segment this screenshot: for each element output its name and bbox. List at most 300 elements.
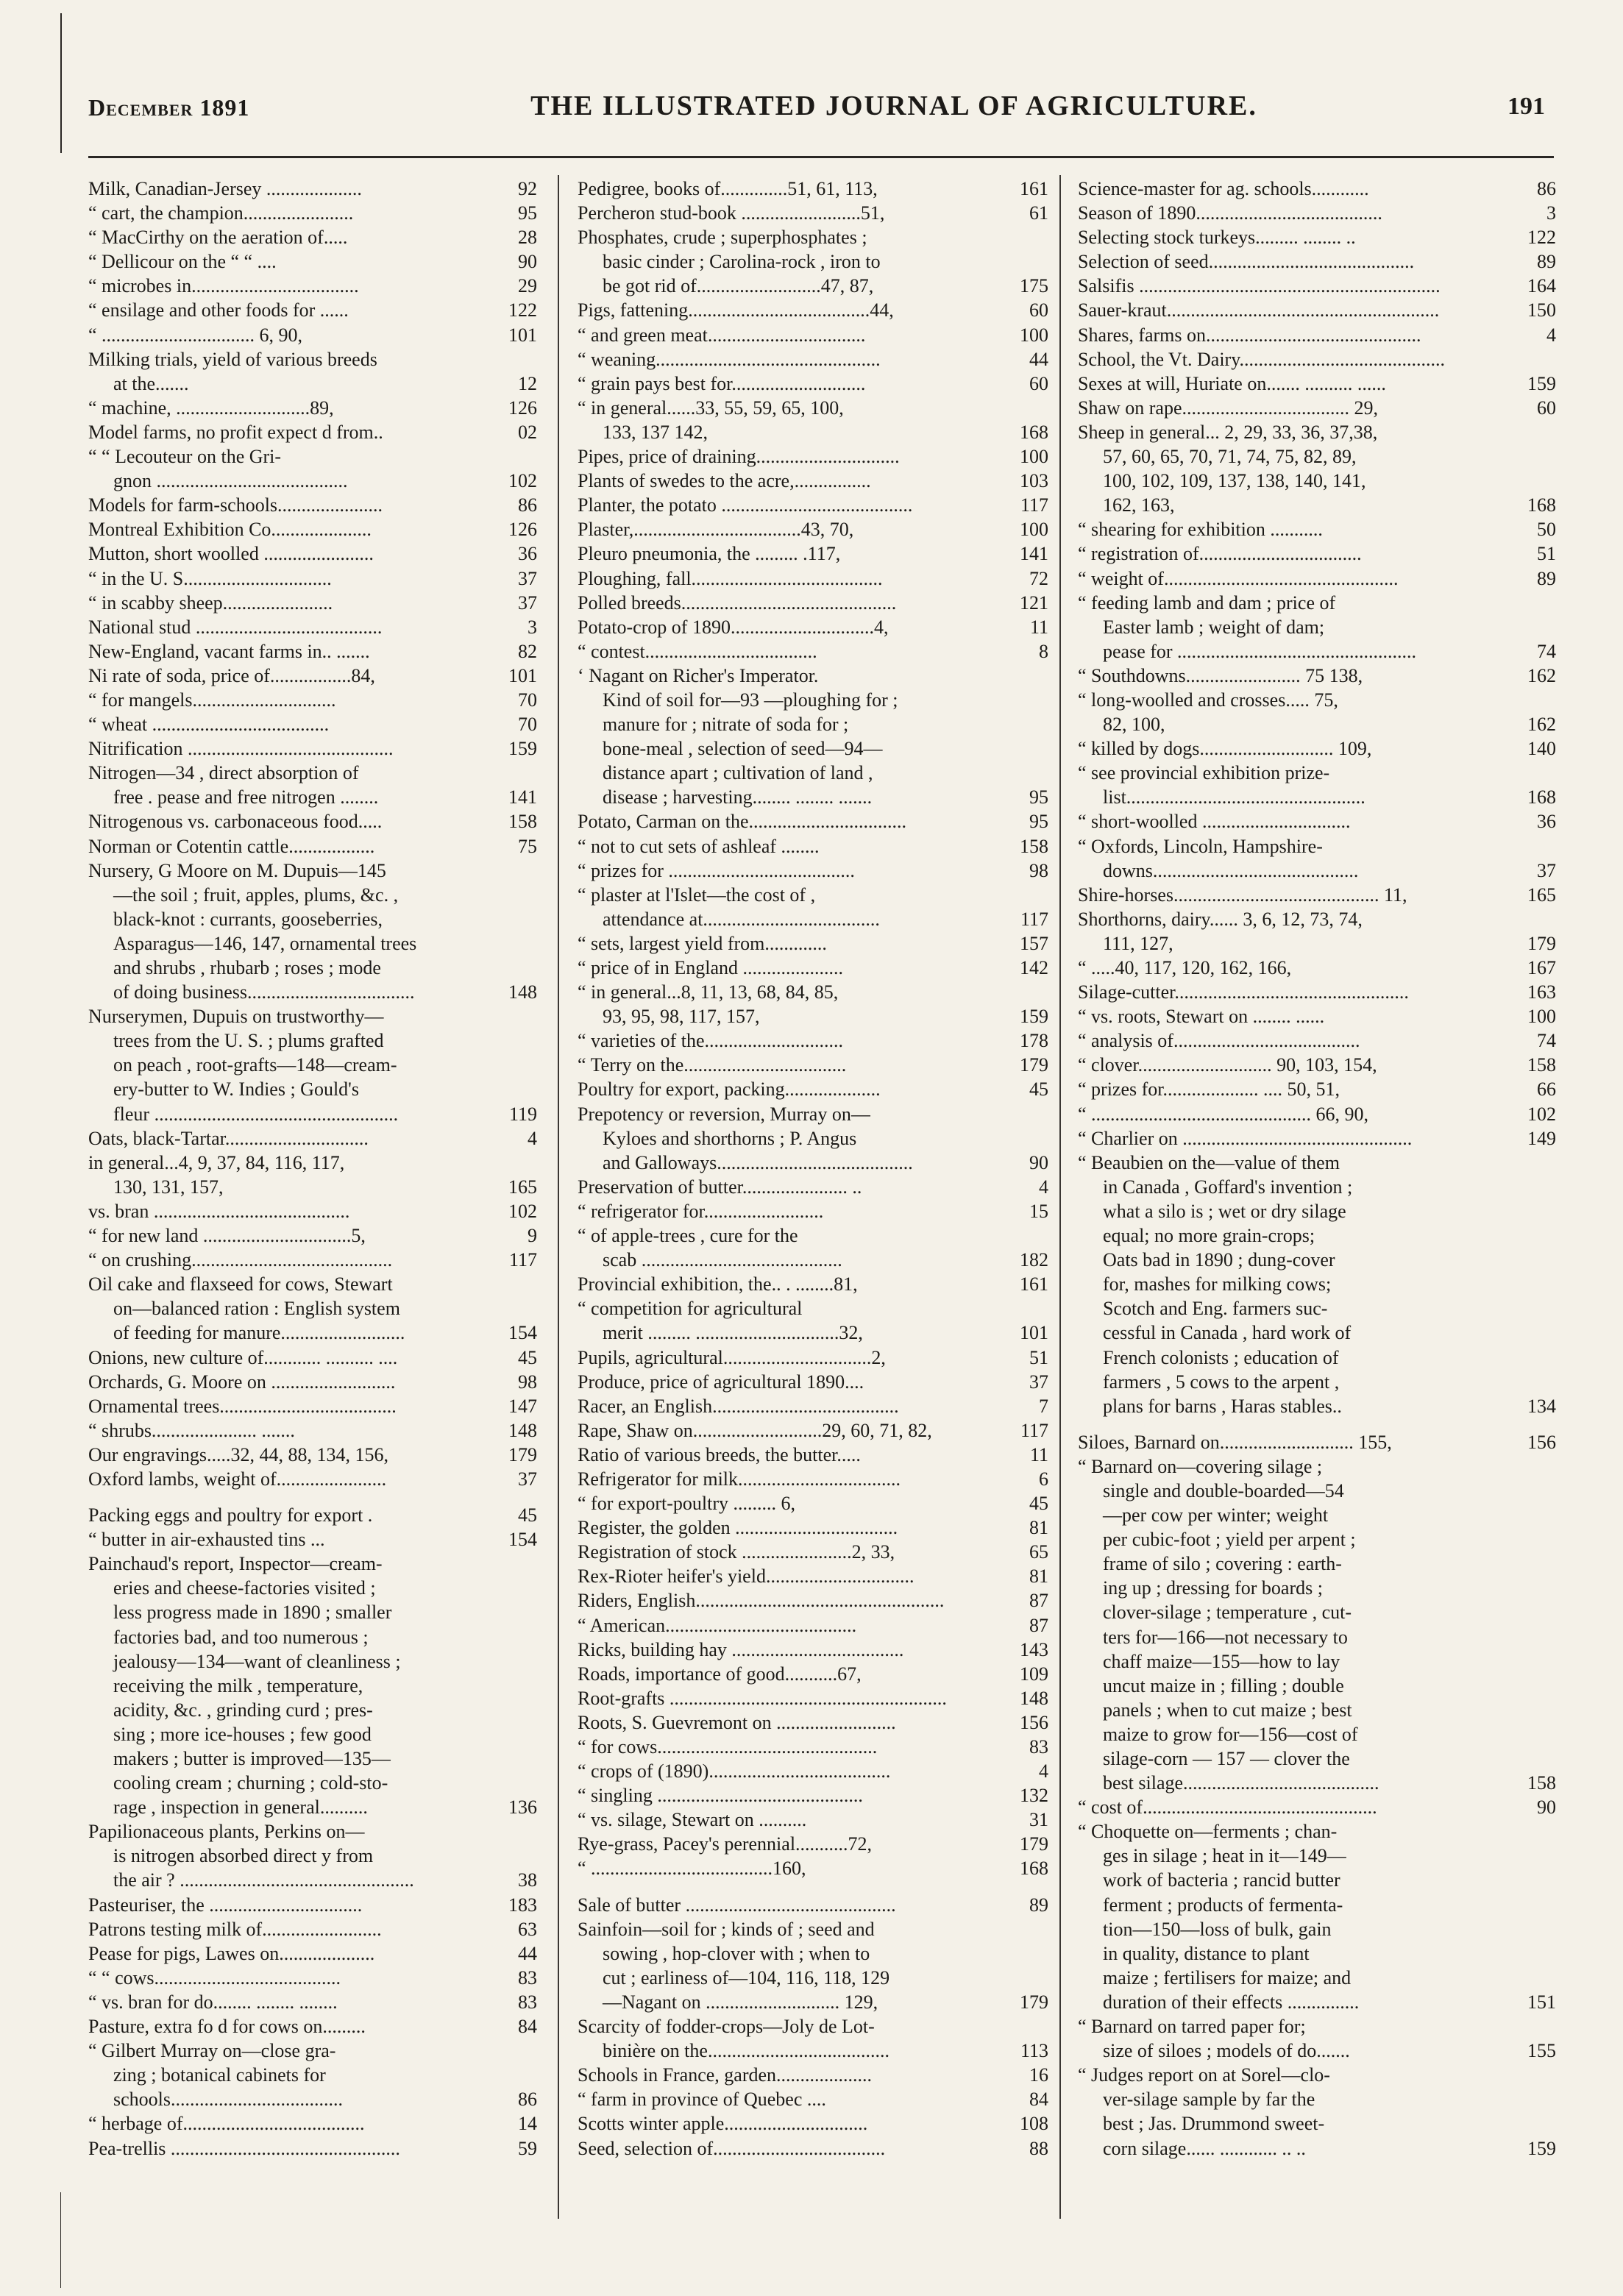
index-entry-text: “ Gilbert Murray on—close gra- — [88, 2040, 336, 2062]
index-entry — [1078, 980, 1556, 1004]
index-entry-text: ery-butter to W. Indies ; Gould's — [113, 1078, 359, 1101]
index-entry-text: on peach , root-grafts—148—cream- — [113, 1054, 397, 1076]
index-entry — [578, 1783, 1048, 1808]
index-entry-text: farmers , 5 cows to the arpent , — [1103, 1371, 1340, 1393]
index-entry-text: Oats, black-Tartar.............................. — [88, 1127, 369, 1149]
index-entry-page: 37 — [518, 591, 537, 614]
index-entry-page: 162 — [1527, 664, 1556, 686]
index-entry-page: 90 — [1537, 1796, 1556, 1819]
index-entry-page: 98 — [518, 1371, 537, 1393]
index-entry — [88, 1527, 537, 1552]
index-entry-text: “ killed by dogs............................ 109, — [1078, 738, 1372, 760]
index-entry-text: Racer, an English....................................... — [578, 1395, 899, 1417]
index-entry-page: 86 — [518, 2089, 537, 2111]
index-entry-page: 44 — [1029, 348, 1048, 370]
index-entry — [578, 1077, 1048, 1101]
index-entry-page: 175 — [1020, 275, 1048, 297]
index-entry-text: ing up ; dressing for boards ; — [1103, 1577, 1323, 1599]
index-entry-text: Produce, price of agricultural 1890.... — [578, 1371, 864, 1393]
index-entry-text: factories bad, and too numerous ; — [113, 1626, 369, 1648]
index-entry-text: “ microbes in................................... — [88, 275, 359, 297]
index-entry-text: Register, the golden .................................. — [578, 1517, 898, 1539]
index-entry — [578, 1443, 1048, 1467]
index-entry-text: “ prizes for ....................................... — [578, 859, 855, 881]
index-entry-text: chaff maize—155—how to lay — [1103, 1650, 1340, 1672]
index-entry-text: is nitrogen absorbed direct y from — [113, 1845, 374, 1867]
column-divider-1 — [558, 175, 559, 2219]
index-entry — [88, 396, 537, 420]
index-entry — [1078, 883, 1556, 907]
index-entry-text: Roots, S. Guevremont on ......................... — [578, 1711, 896, 1733]
index-entry-text: “ crops of (1890)...................................... — [578, 1760, 891, 1783]
index-entry-text: “ contest.................................... — [578, 640, 817, 662]
index-entry-text: scab .......................................... — [603, 1249, 842, 1271]
index-entry-text: Planter, the potato ........................................ — [578, 494, 913, 516]
index-entry — [88, 1004, 537, 1126]
index-entry — [578, 1735, 1048, 1759]
index-entry-page: 8 — [1039, 640, 1048, 662]
index-entry-text: Milking trials, yield of various breeds — [88, 348, 377, 370]
index-entry — [1078, 1151, 1556, 1418]
index-entry — [578, 1759, 1048, 1783]
index-entry — [88, 1248, 537, 1272]
index-entry — [578, 1808, 1048, 1832]
index-entry-text: disease ; harvesting........ ........ ....... — [603, 786, 873, 808]
index-entry — [578, 1515, 1048, 1540]
index-entry-page: 102 — [508, 470, 537, 492]
index-entry-text: Models for farm-schools...................... — [88, 494, 383, 516]
index-entry-text: Oil cake and flaxseed for cows, Stewart — [88, 1273, 393, 1296]
index-entry-page: 60 — [1029, 299, 1048, 321]
index-entry-text: “ weaning............................................... — [578, 348, 881, 370]
index-entry-text: “ shrubs...................... ....... — [88, 1419, 295, 1441]
index-entry — [578, 1856, 1048, 1880]
index-entry-text: 133, 137 142, — [603, 421, 708, 443]
index-entry-text: “ farm in province of Quebec .... — [578, 2089, 826, 2111]
index-entry-page: 164 — [1527, 275, 1556, 297]
index-entry-page: 101 — [1020, 1322, 1048, 1344]
index-entry-text: Pedigree, books of..............51, 61, 113, — [578, 178, 878, 199]
column-divider-2 — [1059, 175, 1061, 2219]
index-column-2 — [578, 177, 1048, 2161]
index-entry — [578, 591, 1048, 615]
index-entry — [1078, 201, 1556, 225]
index-entry-page: 141 — [1020, 543, 1048, 565]
index-entry — [88, 1443, 537, 1467]
index-entry-page: 3 — [1546, 202, 1556, 224]
index-entry-text: Provincial exhibition, the.. . ........81, — [578, 1273, 858, 1296]
index-entry-text: “ .............................................. 66, 90, — [1078, 1103, 1369, 1125]
index-entry — [578, 2014, 1048, 2063]
index-entry-text: “ weight of................................................. — [1078, 567, 1399, 589]
index-entry — [578, 177, 1048, 201]
index-entry-page: 121 — [1020, 591, 1048, 614]
index-entry-text: best silage......................................... — [1103, 1772, 1379, 1794]
index-entry-page: 11 — [1029, 616, 1048, 638]
index-entry-text: Kind of soil for—93 —ploughing for ; — [603, 689, 898, 711]
index-entry-text: Scotch and Eng. farmers suc- — [1103, 1298, 1328, 1320]
index-entry-page: 9 — [528, 1225, 537, 1247]
index-entry-text: single and double-boarded—54 — [1103, 1479, 1344, 1501]
index-entry-text: work of bacteria ; rancid butter — [1103, 1869, 1340, 1891]
index-entry — [1078, 1004, 1556, 1028]
index-entry-text: makers ; butter is improved—135— — [113, 1748, 391, 1769]
index-entry-text: “ .....40, 117, 120, 162, 166, — [1078, 957, 1292, 978]
index-entry-text: trees from the U. S. ; plums grafted — [113, 1030, 384, 1052]
index-entry — [1078, 347, 1556, 372]
index-entry-text: receiving the milk , temperature, — [113, 1674, 363, 1696]
index-entry-text: Milk, Canadian-Jersey .................... — [88, 178, 362, 199]
index-entry-page: 81 — [1029, 1517, 1048, 1539]
index-entry-text: Science-master for ag. schools............ — [1078, 178, 1369, 199]
index-entry — [88, 444, 537, 493]
index-entry-text: duration of their effects ............... — [1103, 1991, 1360, 2013]
index-entry-text: Sauer-kraut......................................................... — [1078, 299, 1440, 321]
index-entry-text: acidity, &c. , grinding curd ; pres- — [113, 1699, 373, 1721]
index-entry-page: 37 — [1537, 859, 1556, 881]
index-entry — [578, 493, 1048, 517]
index-entry-text: “ refrigerator for......................... — [578, 1200, 824, 1222]
index-entry — [1078, 761, 1556, 809]
index-entry-page: 95 — [1029, 811, 1048, 833]
index-entry-text: what a silo is ; wet or dry silage — [1103, 1200, 1346, 1222]
index-entry — [1078, 2063, 1556, 2160]
index-entry-text: list.................................................. — [1103, 786, 1365, 808]
index-entry-text: “ Terry on the.................................. — [578, 1054, 847, 1076]
index-entry-page: 179 — [1020, 1054, 1048, 1076]
index-entry — [578, 1638, 1048, 1662]
index-entry — [88, 420, 537, 444]
index-entry — [1078, 1795, 1556, 1819]
index-entry-text: Scarcity of fodder-crops—Joly de Lot- — [578, 2016, 875, 2038]
index-entry — [1078, 1077, 1556, 1101]
index-entry-page: 83 — [518, 1966, 537, 1988]
index-entry-text: Shaw on rape................................... 29, — [1078, 397, 1379, 419]
left-margin-rule-lower — [60, 2192, 61, 2288]
index-entry — [1078, 1454, 1556, 1795]
index-entry-text: less progress made in 1890 ; smaller — [113, 1602, 392, 1624]
index-entry-text: “ Beaubien on the—value of them — [1078, 1151, 1340, 1173]
index-entry-text: Silage-cutter................................................. — [1078, 981, 1409, 1003]
index-entry-text: maize ; fertilisers for maize; and — [1103, 1966, 1352, 1988]
index-entry-page: 168 — [1527, 494, 1556, 516]
index-entry-page: 132 — [1020, 1785, 1048, 1807]
index-entry — [578, 1467, 1048, 1491]
index-entry-text: “ plaster at l'Islet—the cost of , — [578, 884, 816, 906]
index-entry-text: sowing , hop-clover with ; when to — [603, 1942, 870, 1964]
index-entry-page: 37 — [1029, 1371, 1048, 1393]
header-rule — [88, 156, 1554, 158]
index-entry — [578, 859, 1048, 883]
index-entry-text: frame of silo ; covering : earth- — [1103, 1553, 1342, 1575]
index-entry — [578, 931, 1048, 956]
index-entry-text: vs. bran ......................................... — [88, 1200, 350, 1222]
index-entry-text: corn silage...... ............ .. .. — [1103, 2137, 1306, 2159]
index-entry-page: 142 — [1020, 957, 1048, 978]
index-entry-page: 154 — [508, 1322, 537, 1344]
index-entry-page: 103 — [1020, 470, 1048, 492]
index-entry-page: 163 — [1527, 981, 1556, 1003]
index-entry — [88, 1966, 537, 1990]
index-entry-page: 100 — [1020, 324, 1048, 346]
index-entry-text: 130, 131, 157, — [113, 1176, 224, 1198]
index-entry-text: ges in silage ; heat in it—149— — [1103, 1845, 1346, 1867]
index-entry-page: 70 — [518, 689, 537, 711]
index-entry-text: size of siloes ; models of do....... — [1103, 2040, 1350, 2062]
index-entry — [88, 1893, 537, 1917]
index-entry — [88, 517, 537, 541]
index-entry-text: downs........................................... — [1103, 859, 1359, 881]
index-entry-text: attendance at..................................... — [603, 908, 880, 930]
index-entry-page: 155 — [1527, 2040, 1556, 2062]
index-entry-page: 136 — [508, 1796, 537, 1819]
index-entry-page: 159 — [1527, 2137, 1556, 2159]
index-entry-page: 157 — [1020, 932, 1048, 954]
index-entry — [1078, 1028, 1556, 1053]
index-entry-text: Ricks, building hay .................................... — [578, 1638, 904, 1660]
index-entry-text: “ Oxfords, Lincoln, Hampshire- — [1078, 835, 1323, 857]
index-entry-text: on—balanced ration : English system — [113, 1298, 400, 1320]
index-entry-text: Pea-trellis ................................................ — [88, 2137, 400, 2159]
index-entry — [578, 298, 1048, 322]
index-entry — [578, 1710, 1048, 1735]
index-entry — [578, 1917, 1048, 2014]
index-entry-page: 50 — [1537, 519, 1556, 541]
index-entry-page: 126 — [508, 397, 537, 419]
index-entry — [88, 736, 537, 761]
index-entry-text: Sheep in general... 2, 29, 33, 36, 37,38, — [1078, 421, 1378, 443]
index-entry-page: 150 — [1527, 299, 1556, 321]
index-entry-page: 98 — [1029, 859, 1048, 881]
index-entry-text: “ in general...8, 11, 13, 68, 84, 85, — [578, 981, 839, 1003]
index-entry-text: Potato, Carman on the................................. — [578, 811, 907, 833]
index-entry-text: “ American........................................ — [578, 1614, 857, 1636]
index-entry-page: 84 — [518, 2016, 537, 2038]
index-entry-text: Rape, Shaw on...........................29, 60, 71, 82, — [578, 1419, 932, 1441]
index-entry-page: 122 — [508, 299, 537, 321]
index-entry-page: 15 — [1029, 1200, 1048, 1222]
index-entry-page: 158 — [1020, 835, 1048, 857]
index-entry-page: 179 — [1020, 1991, 1048, 2013]
index-entry-text: —Nagant on ............................ 129, — [603, 1991, 878, 2013]
index-entry — [578, 2111, 1048, 2136]
index-entry-page: 147 — [508, 1395, 537, 1417]
index-entry-text: Percheron stud-book .........................51, — [578, 202, 885, 224]
index-entry-text: silage-corn — 157 — clover the — [1103, 1748, 1350, 1769]
index-entry-text: Phosphates, crude ; superphosphates ; — [578, 227, 867, 249]
index-entry — [88, 1346, 537, 1370]
index-entry-page: 45 — [518, 1504, 537, 1526]
index-entry-text: Plaster,...................................43, 70, — [578, 519, 854, 541]
index-entry-text: Papilionaceous plants, Perkins on— — [88, 1821, 365, 1843]
index-entry — [1078, 1430, 1556, 1454]
index-entry-text: “ butter in air-exhausted tins ... — [88, 1529, 325, 1551]
index-entry-page: 158 — [508, 811, 537, 833]
index-entry-text: ver-silage sample by far the — [1103, 2089, 1315, 2111]
index-entry — [88, 1223, 537, 1248]
index-entry — [578, 1662, 1048, 1686]
index-entry-page: 31 — [1029, 1809, 1048, 1831]
index-entry — [578, 517, 1048, 541]
index-entry-page: 60 — [1029, 372, 1048, 394]
journal-title: THE ILLUSTRATED JOURNAL OF AGRICULTURE. — [530, 90, 1257, 121]
index-entry-text: Onions, new culture of............ .......... .... — [88, 1346, 398, 1368]
index-entry-page: 66 — [1537, 1078, 1556, 1101]
index-entry-text: Selection of seed........................................... — [1078, 251, 1415, 273]
index-entry — [88, 1503, 537, 1527]
index-entry-page: 143 — [1020, 1638, 1048, 1660]
index-entry — [88, 761, 537, 809]
index-entry — [88, 323, 537, 347]
index-entry-text: Rex-Rioter heifer's yield............................... — [578, 1565, 915, 1588]
index-entry-page: 3 — [528, 616, 537, 638]
index-entry-text: sing ; more ice-houses ; few good — [113, 1723, 372, 1745]
index-entry-page: 100 — [1020, 446, 1048, 468]
index-entry — [1078, 323, 1556, 347]
index-entry-text: Preservation of butter...................... .. — [578, 1176, 862, 1198]
index-entry-text: at the....... — [113, 372, 189, 394]
index-entry — [1078, 249, 1556, 274]
index-entry-page: 51 — [1029, 1346, 1048, 1368]
index-entry — [578, 1175, 1048, 1199]
index-entry-text: Oats bad in 1890 ; dung-cover — [1103, 1249, 1335, 1271]
index-entry-text: ters for—166—not necessary to — [1103, 1626, 1348, 1648]
index-entry-page: 70 — [518, 714, 537, 736]
left-margin-rule — [60, 13, 62, 153]
index-entry-text: Sexes at will, Huriate on....... .......... ...... — [1078, 372, 1386, 394]
index-entry-page: 87 — [1029, 1614, 1048, 1636]
index-entry — [578, 201, 1048, 225]
index-entry-text: Pleuro pneumonia, the ......... .117, — [578, 543, 841, 565]
index-entry-text: 111, 127, — [1103, 932, 1173, 954]
index-entry-text: in general...4, 9, 37, 84, 116, 117, — [88, 1151, 345, 1173]
index-entry-page: 168 — [1020, 421, 1048, 443]
index-entry-text: Ornamental trees..................................... — [88, 1395, 397, 1417]
index-entry-text: Seed, selection of.................................... — [578, 2137, 886, 2159]
index-entry — [88, 1941, 537, 1966]
index-entry — [578, 1272, 1048, 1296]
index-entry-text: “ “ cows....................................... — [88, 1966, 341, 1988]
index-entry — [1078, 1102, 1556, 1126]
index-entry-text: Shorthorns, dairy...... 3, 6, 12, 73, 74, — [1078, 908, 1363, 930]
index-entry-page: 168 — [1020, 1858, 1048, 1880]
index-entry — [88, 201, 537, 225]
index-entry-page: 159 — [1527, 372, 1556, 394]
index-entry — [88, 1552, 537, 1819]
index-entry — [88, 225, 537, 249]
index-entry — [578, 541, 1048, 566]
index-entry-text: Painchaud's report, Inspector—cream- — [88, 1553, 383, 1575]
index-entry-text: Patrons testing milk of......................... — [88, 1918, 382, 1940]
index-entry — [1078, 2014, 1556, 2063]
index-entry-text: jealousy—134—want of cleanliness ; — [113, 1650, 401, 1672]
index-entry-text: “ for mangels.............................. — [88, 689, 336, 711]
index-entry-page: 88 — [1029, 2137, 1048, 2159]
index-entry-text: 82, 100, — [1103, 714, 1165, 736]
index-entry-text: Refrigerator for milk.................................. — [578, 1468, 901, 1490]
index-entry-text: Norman or Cotentin cattle.................. — [88, 835, 375, 857]
index-entry — [578, 1564, 1048, 1588]
index-entry-text: tion—150—loss of bulk, gain — [1103, 1918, 1332, 1940]
index-entry-page: 95 — [518, 202, 537, 224]
index-entry — [578, 1588, 1048, 1613]
index-entry-page: 14 — [518, 2113, 537, 2135]
page-header — [88, 87, 1545, 128]
index-entry — [88, 2014, 537, 2039]
index-entry — [88, 712, 537, 736]
index-entry-text: Nurserymen, Dupuis on trustworthy— — [88, 1006, 384, 1028]
index-entry — [578, 615, 1048, 639]
index-entry-page: 117 — [508, 1249, 537, 1271]
index-entry — [578, 664, 1048, 810]
index-entry-page: 158 — [1527, 1054, 1556, 1076]
index-entry-text: Nitrogen—34 , direct absorption of — [88, 762, 359, 784]
index-entry-page: 16 — [1029, 2064, 1048, 2086]
index-entry-page: 4 — [1546, 324, 1556, 346]
index-entry-text: Pasture, extra fo d for cows on......... — [88, 2016, 366, 2038]
index-entry — [1078, 177, 1556, 201]
index-entry-text: ferment ; products of fermenta- — [1103, 1894, 1343, 1916]
index-entry-text: Plants of swedes to the acre,................ — [578, 470, 871, 492]
index-entry — [1078, 225, 1556, 249]
index-entry-text: French colonists ; education of — [1103, 1346, 1339, 1368]
index-entry-text: Registration of stock .......................2, 33, — [578, 1541, 895, 1563]
index-entry-text: 100, 102, 109, 137, 138, 140, 141, — [1103, 470, 1366, 492]
index-entry-text: 93, 95, 98, 117, 157, — [603, 1006, 760, 1028]
index-entry-text: Our engravings.....32, 44, 88, 134, 156, — [88, 1443, 389, 1465]
index-entry-page: 148 — [508, 981, 537, 1003]
index-entry-text: “ in scabby sheep....................... — [88, 591, 333, 614]
index-entry-text: Season of 1890....................................... — [1078, 202, 1382, 224]
index-entry — [1078, 1819, 1556, 2014]
index-entry-page: 60 — [1537, 397, 1556, 419]
index-entry — [1078, 736, 1556, 761]
index-entry-page: 45 — [1029, 1078, 1048, 1101]
index-entry — [1078, 1053, 1556, 1077]
index-entry-text: ‘ Nagant on Richer's Imperator. — [578, 664, 819, 686]
index-entry — [578, 1686, 1048, 1710]
index-entry-text: “ and green meat................................. — [578, 324, 866, 346]
index-entry-text: “ clover............................ 90, 103, 154, — [1078, 1054, 1377, 1076]
index-entry-page: 141 — [508, 786, 537, 808]
index-entry-text: Sale of butter ............................................ — [578, 1894, 896, 1916]
index-entry-page: 45 — [1029, 1493, 1048, 1515]
index-entry — [578, 1199, 1048, 1223]
index-entry — [578, 1102, 1048, 1175]
index-entry — [578, 347, 1048, 372]
index-entry-text: “ long-woolled and crosses..... 75, — [1078, 689, 1338, 711]
index-entry-page: 182 — [1020, 1249, 1048, 1271]
index-entry-text: “ analysis of....................................... — [1078, 1030, 1360, 1052]
index-entry — [578, 1053, 1048, 1077]
index-entry-page: 102 — [1527, 1103, 1556, 1125]
index-entry — [1078, 517, 1556, 541]
index-entry-text: “ Charlier on ................................................ — [1078, 1127, 1413, 1149]
index-entry — [88, 1199, 537, 1223]
index-entry-text: “ short-woolled ............................... — [1078, 811, 1351, 833]
index-entry-text: Scotts winter apple.............................. — [578, 2113, 868, 2135]
index-entry-text: “ Barnard on tarred paper for; — [1078, 2016, 1306, 2038]
index-entry-text: equal; no more grain-crops; — [1103, 1225, 1315, 1247]
index-entry-text: “ for new land ...............................5, — [88, 1225, 366, 1247]
index-entry — [88, 249, 537, 274]
index-entry-text: cooling cream ; churning ; cold-sto- — [113, 1772, 388, 1794]
index-entry-text: panels ; when to cut maize ; best — [1103, 1699, 1352, 1721]
index-entry-page: 117 — [1020, 908, 1048, 930]
index-entry — [88, 1418, 537, 1443]
index-entry-page: 134 — [1527, 1395, 1556, 1417]
index-entry-text: Orchards, G. Moore on .......................... — [88, 1371, 396, 1393]
